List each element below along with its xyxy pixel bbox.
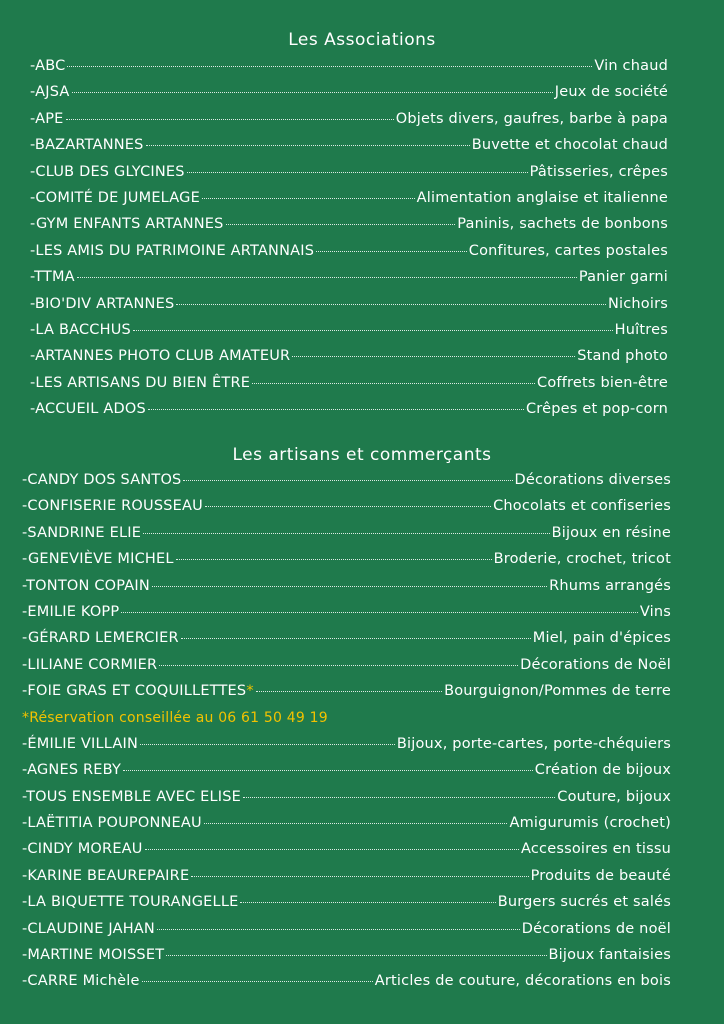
stand-name: -LAËTITIA POUPONNEAU <box>22 815 202 832</box>
artisans-title: Les artisans et commerçants <box>232 445 492 465</box>
list-item <box>22 657 671 683</box>
stand-products: Bijoux fantaisies <box>548 947 671 964</box>
dot-leader <box>142 981 373 982</box>
dot-leader <box>204 823 508 824</box>
dot-leader <box>77 277 577 278</box>
stand-name: -CONFISERIE ROUSSEAU <box>22 498 203 515</box>
stand-name: -FOIE GRAS ET COQUILLETTES <box>22 683 247 700</box>
dot-leader <box>205 506 491 507</box>
stand-products: Produits de beauté <box>530 867 671 884</box>
stand-products: Décorations de Noël <box>520 656 671 673</box>
stand-products: Objets divers, gaufres, barbe à papa <box>395 110 668 127</box>
list-item <box>22 472 671 498</box>
list-item <box>22 736 671 762</box>
stand-name: -BAZARTANNES <box>30 137 144 154</box>
associations-title: Les Associations <box>288 30 436 50</box>
stand-products: Création de bijoux <box>534 762 671 779</box>
dot-leader <box>181 638 531 639</box>
stand-products: Nichoirs <box>607 295 668 312</box>
stand-name: -CLUB DES GLYCINES <box>30 163 185 180</box>
list-item <box>30 243 668 269</box>
dot-leader <box>121 612 637 613</box>
stand-products: Huîtres <box>614 321 668 338</box>
stand-name: -AJSA <box>30 84 70 101</box>
list-item <box>22 921 671 947</box>
stand-products: Confitures, cartes postales <box>468 242 668 259</box>
list-item <box>22 551 671 577</box>
dot-leader <box>140 744 395 745</box>
stand-name: -LA BIQUETTE TOURANGELLE <box>22 894 239 911</box>
stand-name: -BIO'DIV ARTANNES <box>30 295 175 312</box>
stand-products: Alimentation anglaise et italienne <box>416 189 668 206</box>
dot-leader <box>316 251 467 252</box>
list-item <box>30 164 668 190</box>
list-item <box>22 578 671 604</box>
list-item <box>22 841 671 867</box>
dot-leader <box>152 586 547 587</box>
stand-name: -CANDY DOS SANTOS <box>22 472 182 488</box>
dot-leader <box>143 533 549 534</box>
dot-leader <box>183 480 512 481</box>
stand-name: -LILIANE CORMIER <box>22 656 158 673</box>
list-item <box>22 815 671 841</box>
stand-products: Crêpes et pop-corn <box>525 401 668 418</box>
list-item <box>22 973 671 999</box>
list-item <box>22 762 671 788</box>
list-item <box>30 190 668 216</box>
stand-products: Décorations de noël <box>521 920 671 937</box>
associations-list <box>30 58 668 427</box>
list-item <box>30 58 668 84</box>
stand-products: Bijoux, porte-cartes, porte-chéquiers <box>396 735 671 752</box>
dot-leader <box>157 929 520 930</box>
dot-leader <box>243 797 555 798</box>
stand-products: Broderie, crochet, tricot <box>493 551 671 568</box>
stand-products: Décorations diverses <box>514 472 671 488</box>
stand-products: Articles de couture, décorations en bois <box>374 973 671 990</box>
stand-name: -ACCUEIL ADOS <box>30 401 146 418</box>
dot-leader <box>133 330 613 331</box>
stand-name: -CARRE Michèle <box>22 973 140 990</box>
dot-leader <box>292 356 575 357</box>
stand-name: -LA BACCHUS <box>30 321 131 338</box>
dot-leader <box>202 198 415 199</box>
stand-name: -ABC <box>30 58 66 74</box>
stand-products: Amigurumis (crochet) <box>509 815 671 832</box>
stand-products: Paninis, sachets de bonbons <box>457 216 668 233</box>
dot-leader <box>187 172 528 173</box>
stand-products: Buvette et chocolat chaud <box>471 137 668 154</box>
dot-leader <box>256 691 442 692</box>
stand-name: -COMITÉ DE JUMELAGE <box>30 189 200 206</box>
dot-leader <box>66 119 394 120</box>
stand-products: Miel, pain d'épices <box>532 630 671 647</box>
reservation-note: *Réservation conseillée au 06 61 50 49 19 <box>22 709 328 726</box>
dot-leader <box>123 770 533 771</box>
stand-name: -TOUS ENSEMBLE AVEC ELISE <box>22 788 241 805</box>
stand-name: -GENEVIÈVE MICHEL <box>22 551 174 568</box>
list-item <box>30 216 668 242</box>
stand-name: -APE <box>30 110 64 127</box>
list-item <box>22 525 671 551</box>
stand-name: -LES ARTISANS DU BIEN ÊTRE <box>30 374 251 391</box>
stand-name: -SANDRINE ELIE <box>22 524 142 541</box>
dot-leader <box>166 955 546 956</box>
list-item <box>30 111 668 137</box>
list-item <box>30 269 668 295</box>
list-item <box>22 683 671 709</box>
dot-leader <box>145 849 519 850</box>
stand-products: Pâtisseries, crêpes <box>529 163 668 180</box>
stand-products: Rhums arrangés <box>549 577 671 594</box>
stand-products: Coffrets bien-être <box>537 374 668 391</box>
stand-name: -AGNES REBY <box>22 762 122 779</box>
reservation-asterisk: * <box>246 683 254 700</box>
list-item <box>22 868 671 894</box>
stand-products: Stand photo <box>577 348 668 365</box>
list-item <box>30 348 668 374</box>
list-item <box>30 296 668 322</box>
list-item <box>30 375 668 401</box>
dot-leader <box>191 876 528 877</box>
stand-name: -CINDY MOREAU <box>22 841 143 858</box>
stand-name: -GYM ENFANTS ARTANNES <box>30 216 224 233</box>
stand-name: -TTMA <box>30 269 75 286</box>
stand-products: Bijoux en résine <box>551 524 671 541</box>
list-item <box>30 137 668 163</box>
dot-leader <box>226 224 456 225</box>
dot-leader <box>72 92 553 93</box>
stand-products: Accessoires en tissu <box>521 841 671 858</box>
stand-name: -MARTINE MOISSET <box>22 947 165 964</box>
list-item <box>30 84 668 110</box>
list-item <box>22 604 671 630</box>
dot-leader <box>159 665 518 666</box>
stand-products: Panier garni <box>578 269 668 286</box>
stand-name: -ÉMILIE VILLAIN <box>22 735 139 752</box>
dot-leader <box>240 902 495 903</box>
stand-name: -GÉRARD LEMERCIER <box>22 630 179 647</box>
list-item <box>22 894 671 920</box>
stand-products: Jeux de société <box>554 84 668 101</box>
list-item <box>30 322 668 348</box>
stand-products: Bourguignon/Pommes de terre <box>444 683 671 700</box>
stand-name: -EMILIE KOPP <box>22 603 120 620</box>
list-item <box>22 947 671 973</box>
list-item <box>22 789 671 815</box>
stand-name: -LES AMIS DU PATRIMOINE ARTANNAIS <box>30 242 315 259</box>
stand-name: -ARTANNES PHOTO CLUB AMATEUR <box>30 348 291 365</box>
list-item <box>22 630 671 656</box>
artisans-list <box>22 472 671 1000</box>
stand-products: Vins <box>639 603 671 620</box>
dot-leader <box>146 145 470 146</box>
dot-leader <box>252 383 535 384</box>
list-item <box>30 401 668 427</box>
stand-products: Chocolats et confiseries <box>493 498 671 515</box>
stand-products: Burgers sucrés et salés <box>497 894 671 911</box>
stand-name: -KARINE BEAUREPAIRE <box>22 867 190 884</box>
stand-name: -TONTON COPAIN <box>22 577 150 594</box>
list-item <box>22 498 671 524</box>
stand-products: Vin chaud <box>594 58 668 74</box>
dot-leader <box>176 559 492 560</box>
dot-leader <box>67 66 592 67</box>
stand-name: -CLAUDINE JAHAN <box>22 920 155 937</box>
dot-leader <box>148 409 524 410</box>
dot-leader <box>176 304 606 305</box>
stand-products: Couture, bijoux <box>557 788 671 805</box>
